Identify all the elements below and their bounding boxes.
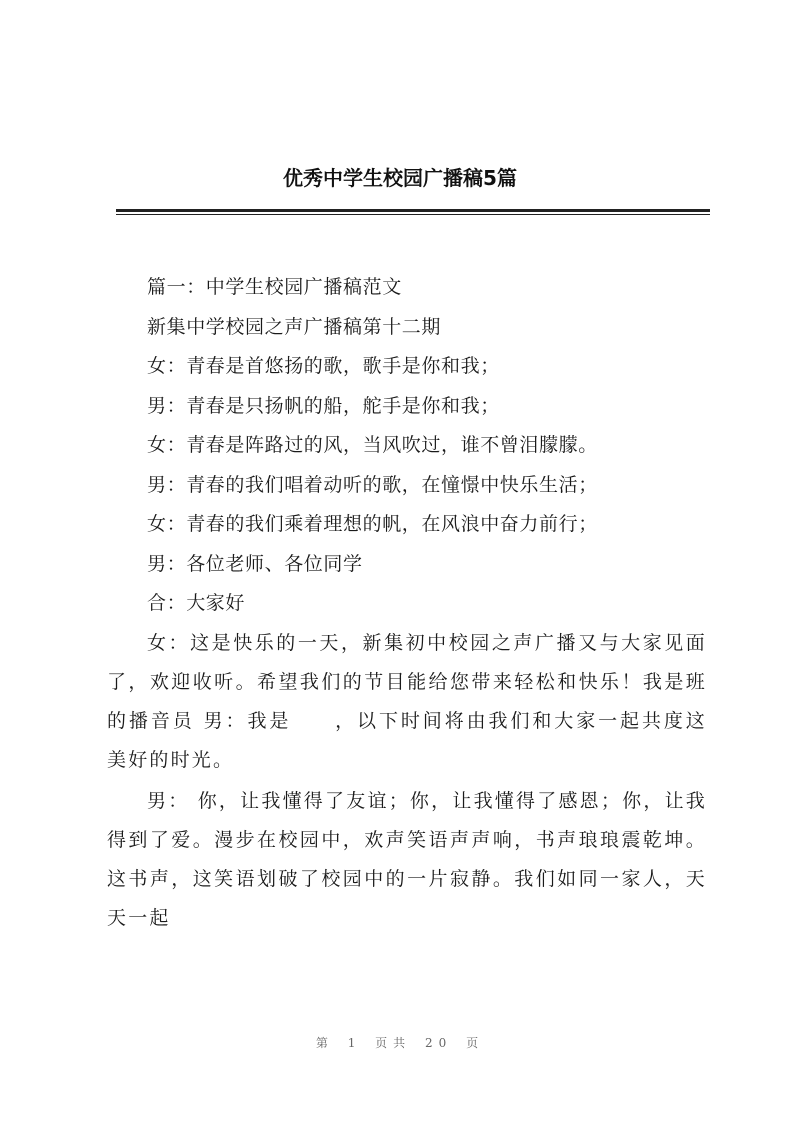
title-underline-thin	[116, 214, 710, 215]
title-underline-thick	[116, 209, 710, 212]
page-footer	[0, 1034, 800, 1051]
document-title: 优秀中学生校园广播稿5篇	[283, 166, 517, 190]
dialogue-line: 合：大家好	[147, 592, 246, 614]
footer-label-of: 页共	[375, 1036, 412, 1050]
body-paragraph: 女：这是快乐的一天，新集初中校园之声广播又与大家见面了，欢迎收听。希望我们的节目能给您带来轻松和快乐！我是班的播音员 男：我是 ，以下时间将由我们和大家一起共度这美好的时光。	[107, 631, 707, 771]
footer-total-pages: 20	[425, 1036, 453, 1050]
dialogue-line: 女：青春是阵路过的风，当风吹过，谁不曾泪朦朦。	[147, 434, 598, 456]
broadcast-issue-line: 新集中学校园之声广播稿第十二期	[147, 315, 442, 338]
dialogue-line: 男：青春的我们唱着动听的歌，在憧憬中快乐生活；	[147, 473, 598, 496]
footer-label-page: 第	[315, 1036, 334, 1050]
section-heading: 篇一：中学生校园广播稿范文	[147, 276, 402, 298]
body-paragraph: 男： 你，让我懂得了友谊；你，让我懂得了感恩；你，让我得到了爱。漫步在校园中，欢声笑语声声响，书声琅琅震乾坤。这书声，这笑语划破了校园中的一片寂静。我们如同一家人，天天一起	[107, 789, 707, 929]
footer-current-page: 1	[347, 1036, 362, 1050]
dialogue-line: 男：青春是只扬帆的船，舵手是你和我；	[147, 394, 500, 417]
dialogue-line: 女：青春的我们乘着理想的帆，在风浪中奋力前行；	[147, 513, 598, 535]
dialogue-line: 男：各位老师、各位同学	[147, 552, 363, 575]
dialogue-line: 女：青春是首悠扬的歌，歌手是你和我；	[147, 355, 500, 377]
footer-label-pages: 页	[466, 1036, 485, 1050]
document-body	[107, 268, 707, 938]
